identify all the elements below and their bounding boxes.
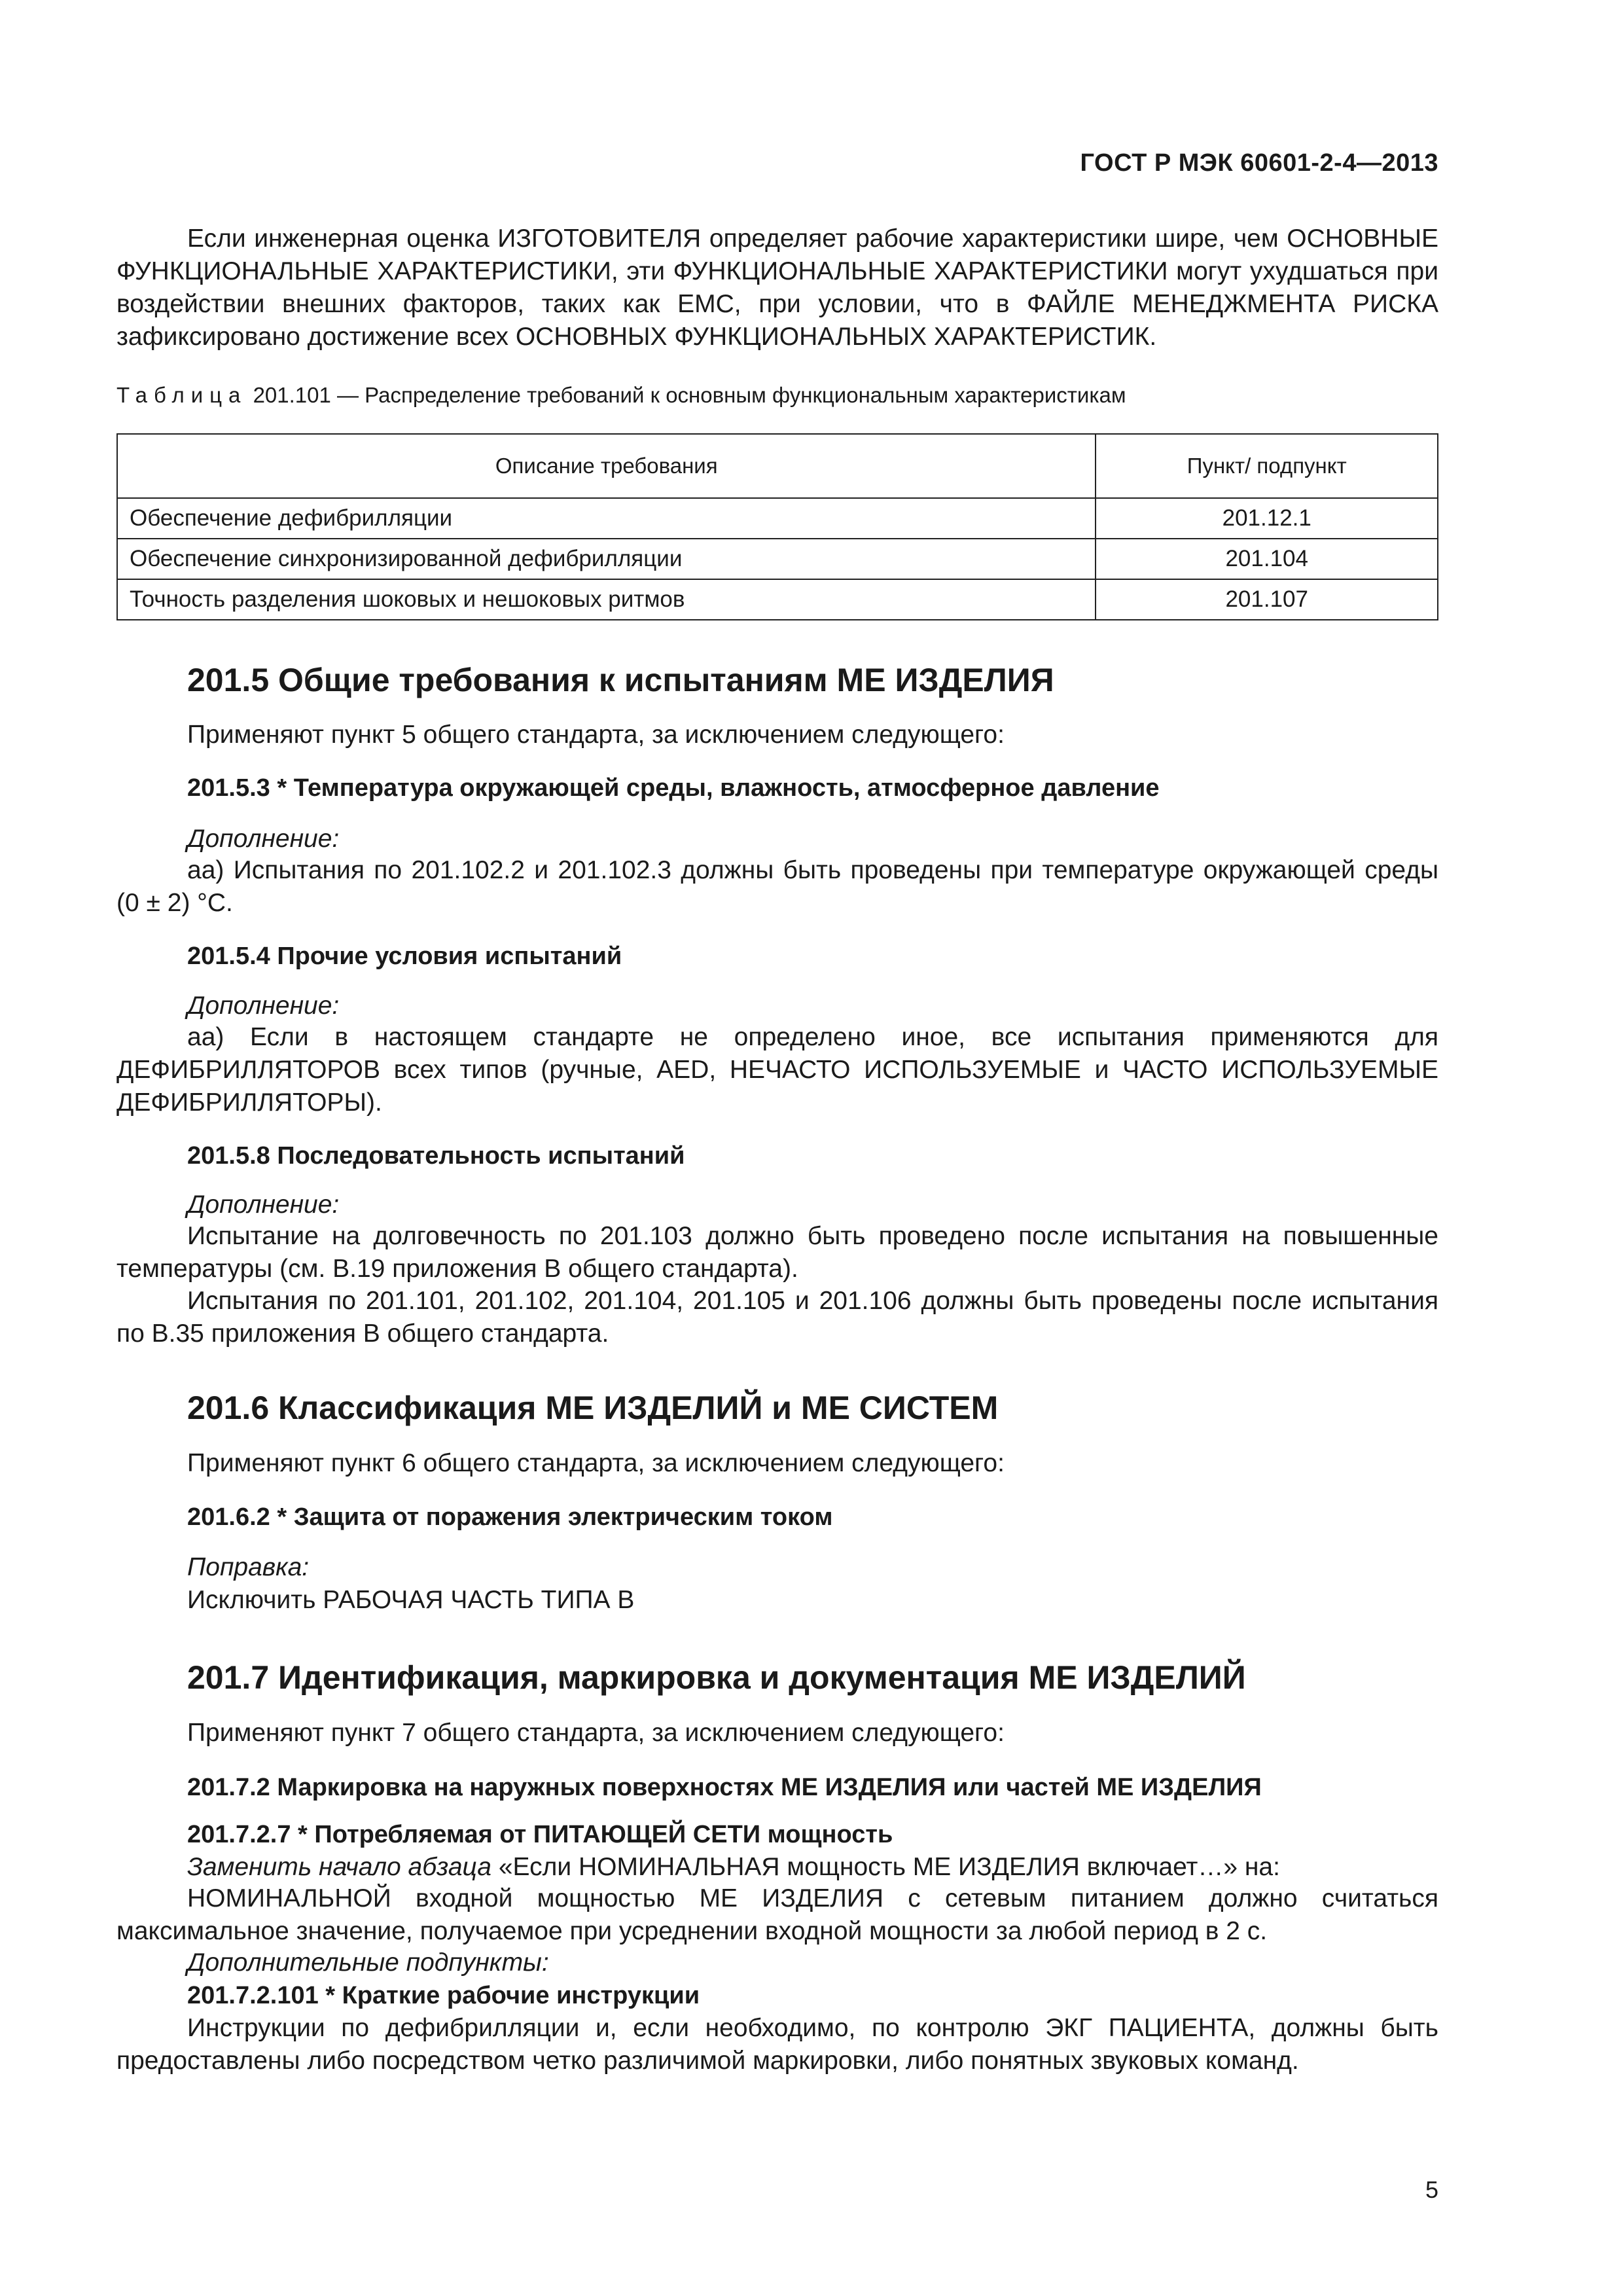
section-201-7-title: 201.7 Идентификация, маркировка и документация МЕ ИЗДЕЛИЙ	[187, 1659, 1246, 1696]
section-201-5-4-label: Дополнение:	[187, 992, 340, 1020]
section-201-6-apply: Применяют пункт 6 общего стандарта, за исключением следующего:	[187, 1449, 1005, 1477]
section-201-7-2-7-replace	[116, 1851, 1509, 1884]
section-201-5-4-text: аа) Если в настоящем стандарте не определено иное, все испытания применяются для ДЕФИБРИЛЛЯТОРОВ всех типов (ручные, AED, НЕЧАСТО ИСПОЛЬЗУЕМЫЕ и ЧАСТО ИСПОЛЬЗУЕМЫЕ ДЕФИБРИЛЛЯТОРЫ).	[116, 1023, 1438, 1117]
table-header-clause: Пункт/ подпункт	[1096, 434, 1438, 498]
section-201-7-2-101-text: Инструкции по дефибрилляции и, если необходимо, по контролю ЭКГ ПАЦИЕНТА, должны быть предоставлены либо посредством четко различимой маркировки, либо понятных звуковых команд.	[116, 2014, 1438, 2075]
table-row	[117, 539, 1438, 579]
section-201-7-2-7-text: НОМИНАЛЬНОЙ входной мощностью МЕ ИЗДЕЛИЯ с сетевым питанием должно считаться максимальное значение, получаемое при усреднении входной мощности за любой период в 2 с.	[116, 1884, 1438, 1945]
section-201-5-8-title: 201.5.8 Последовательность испытаний	[187, 1142, 685, 1170]
section-201-5-4-title: 201.5.4 Прочие условия испытаний	[187, 942, 622, 970]
page-number: 5	[1425, 2176, 1438, 2203]
additional-subclauses-label: Дополнительные подпункты:	[187, 1948, 549, 1977]
table-cell-clause: 201.104	[1096, 539, 1438, 579]
table-cell-description: Точность разделения шоковых и нешоковых ритмов	[117, 579, 1096, 620]
section-201-7-2-101-title: 201.7.2.101 * Краткие рабочие инструкции	[187, 1982, 700, 2009]
table-caption-word: Таблица	[116, 383, 247, 407]
requirements-table-wrap	[116, 433, 1438, 620]
table-cell-clause: 201.107	[1096, 579, 1438, 620]
replace-label: Заменить начало абзаца	[187, 1853, 491, 1881]
section-201-5-3-label: Дополнение:	[187, 825, 340, 853]
section-201-7-2-title: 201.7.2 Маркировка на наружных поверхностях МЕ ИЗДЕЛИЯ или частей МЕ ИЗДЕЛИЯ	[187, 1774, 1262, 1801]
requirements-table	[116, 433, 1438, 620]
section-201-5-title: 201.5 Общие требования к испытаниям МЕ ИЗДЕЛИЯ	[187, 662, 1054, 698]
table-row	[117, 498, 1438, 539]
section-201-5-3-title: 201.5.3 * Температура окружающей среды, влажность, атмосферное давление	[187, 774, 1160, 802]
section-201-5-3-text: аа) Испытания по 201.102.2 и 201.102.3 должны быть проведены при температуре окружающей среды (0 ± 2) °С.	[116, 856, 1438, 917]
table-cell-description: Обеспечение дефибрилляции	[117, 498, 1096, 539]
section-201-5-8-label: Дополнение:	[187, 1191, 340, 1219]
section-201-5-8-text1: Испытание на долговечность по 201.103 должно быть проведено после испытания на повышенные температуры (см. В.19 приложения В общего стандарта).	[116, 1222, 1438, 1283]
intro-paragraph: Если инженерная оценка ИЗГОТОВИТЕЛЯ определяет рабочие характеристики шире, чем ОСНОВНЫЕ ФУНКЦИОНАЛЬНЫЕ ХАРАКТЕРИСТИКИ, эти ФУНКЦИОНАЛЬНЫЕ ХАРАКТЕРИСТИКИ могут ухудшаться при воздействии внешних факторов, таких как ЕМС, при условии, что в ФАЙЛЕ МЕНЕДЖМЕНТА РИСКА зафиксировано достижение всех ОСНОВНЫХ ФУНКЦИОНАЛЬНЫХ ХАРАКТЕРИСТИК.	[116, 224, 1438, 351]
section-201-5-apply: Применяют пункт 5 общего стандарта, за исключением следующего:	[187, 721, 1005, 749]
section-201-6-2-text: Исключить РАБОЧАЯ ЧАСТЬ ТИПА В	[187, 1586, 635, 1614]
table-cell-clause: 201.12.1	[1096, 498, 1438, 539]
section-201-7-apply: Применяют пункт 7 общего стандарта, за исключением следующего:	[187, 1719, 1005, 1747]
section-201-7-2-7-title: 201.7.2.7 * Потребляемая от ПИТАЮЩЕЙ СЕТИ мощность	[187, 1821, 893, 1848]
table-header-description: Описание требования	[117, 434, 1096, 498]
table-header-row	[117, 434, 1438, 498]
section-201-6-title: 201.6 Классификация МЕ ИЗДЕЛИЙ и МЕ СИСТЕМ	[187, 1390, 999, 1426]
replace-quote: «Если НОМИНАЛЬНАЯ мощность МЕ ИЗДЕЛИЯ включает…» на:	[498, 1853, 1280, 1881]
section-201-5-8-text2: Испытания по 201.101, 201.102, 201.104, 201.105 и 201.106 должны быть проведены после испытания по В.35 приложения В общего стандарта.	[116, 1287, 1438, 1348]
table-cell-description: Обеспечение синхронизированной дефибрилляции	[117, 539, 1096, 579]
table-row	[117, 579, 1438, 620]
table-caption-text: 201.101 — Распределение требований к основным функциональным характеристикам	[253, 383, 1126, 407]
section-201-6-2-label: Поправка:	[187, 1553, 310, 1581]
standard-header: ГОСТ Р МЭК 60601-2-4—2013	[1080, 149, 1438, 177]
table-caption	[116, 383, 1438, 408]
section-201-6-2-title: 201.6.2 * Защита от поражения электрическим током	[187, 1503, 833, 1531]
